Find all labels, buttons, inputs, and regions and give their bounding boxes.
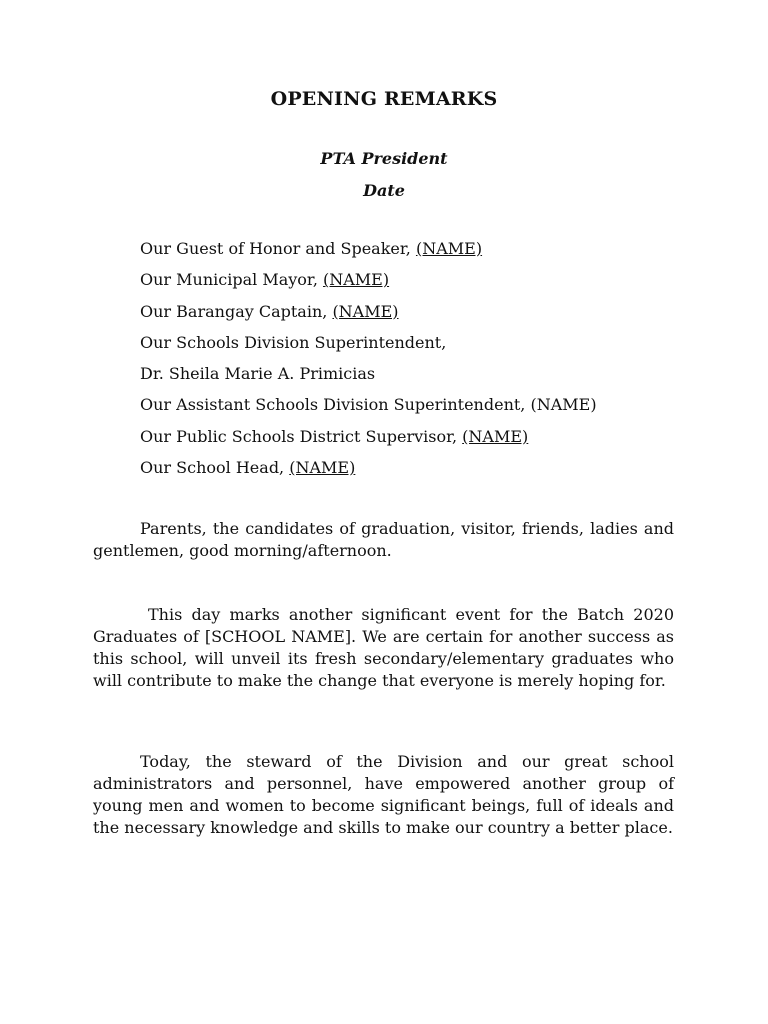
salutation-text: Our Schools Division Superintendent,: [140, 332, 447, 352]
salutation-list: [140, 238, 700, 488]
greeting-paragraph: Parents, the candidates of graduation, visitor, friends, ladies and gentlemen, good morning/afternoon.: [93, 519, 674, 560]
salutation-text: Dr. Sheila Marie A. Primicias: [140, 364, 376, 384]
salutation-text: Our Barangay Captain,: [140, 301, 333, 321]
salutation-line: [140, 426, 700, 457]
salutation-text: Our School Head,: [140, 458, 290, 478]
body-paragraph: Today, the steward of the Division and our great school administrators and personnel, have empowered another group of young men and women to become significant beings, full of ideals and the necessary knowledge and skills to make our country a better place.: [93, 752, 674, 837]
document-date: Date: [363, 181, 405, 200]
name-placeholder: (NAME): [322, 270, 390, 290]
name-placeholder: (NAME): [415, 239, 483, 258]
salutation-line: [140, 301, 700, 332]
salutation-text: Our Assistant Schools Division Superintendent, (NAME): [140, 395, 597, 415]
document-title: OPENING REMARKS: [270, 88, 498, 110]
salutation-line: [140, 332, 700, 363]
name-placeholder: (NAME): [289, 458, 356, 478]
salutation-text: Our Guest of Honor and Speaker,: [140, 239, 416, 258]
salutation-line: [140, 457, 700, 488]
salutation-line: [140, 394, 700, 425]
body-paragraph: This day marks another significant event for the Batch 2020 Graduates of [SCHOOL NAME]. We are certain for another success as this school, will unveil its fresh secondary/elementary graduates who will contribute to make the change that everyone is merely hoping for.: [93, 605, 674, 690]
name-placeholder: (NAME): [332, 301, 399, 321]
salutation-line: [140, 269, 700, 300]
salutation-text: Our Municipal Mayor,: [140, 270, 323, 290]
salutation-text: Our Public Schools District Supervisor,: [140, 426, 463, 446]
salutation-line: [140, 363, 700, 394]
name-placeholder: (NAME): [462, 426, 529, 446]
speaker-role: PTA President: [320, 149, 448, 168]
salutation-line: [140, 238, 700, 269]
